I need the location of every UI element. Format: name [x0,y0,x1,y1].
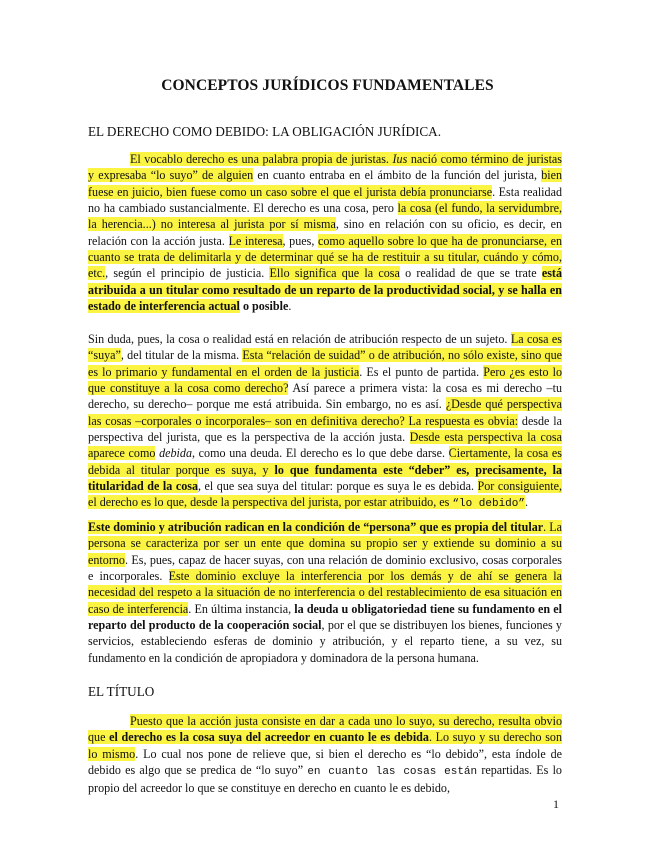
text-run: o realidad de que se trate [405,266,537,281]
highlight: como aquello sobre lo que ha de pronunciarse, en cuanto se trata de delimitarla y de determinar qué se ha de restituir a su titular, cuándo y cómo, etc. [88,233,562,281]
section-heading-derecho-como-debido: EL DERECHO COMO DEBIDO: LA OBLIGACIÓN JURÍDICA. [88,124,441,139]
text-run: Puesto que la acción justa consiste en dar a cada uno lo suyo, su derecho, resulta obvio que [88,714,562,745]
section-heading-el-titulo: EL TÍTULO [88,684,155,699]
text-run: . [525,495,529,510]
bold-text: lo que fundamenta este “deber” es, precisamente, la titularidad de la cosa [88,462,562,494]
text-run: . [288,299,292,314]
italic-term-ius: Ius [392,152,408,166]
text-run: . Lo suyo y su derecho son lo mismo [88,730,563,761]
highlight: Esta “relación de suidad” o de atribución, no sólo existe, sino que es lo primario y fundamental en el orden de la justicia [88,348,562,379]
highlight: bien fuese en juicio, bien fuese como un caso sobre el que el jurista debía pronunciarse [88,168,563,199]
highlight: . La persona se caracteriza por ser un ente que domina su propio ser y extiende su dominio a su entorno [88,520,562,567]
italic-term-debida: debida [159,446,193,461]
bold-text: la deuda u obligatoriedad tiene su fundamento en el reparto del producto de la cooperación social [88,601,563,633]
text-run: , pues, [282,233,315,248]
page-number: 1 [553,797,559,811]
bold-text: Este dominio y atribución radican en la condición de “persona” que es propia del titular [88,520,544,534]
paragraph-2 [88,331,562,513]
text-run: , del titular de la misma. [120,348,240,363]
paragraph-4 [88,713,562,797]
highlight: ¿Desde qué perspectiva las cosas –corporales o incorporales– son en definitiva derecho? La respuesta es obvia: [88,397,562,428]
highlight: Le interesa [228,233,283,248]
text-run: . En última instancia, [188,601,292,616]
bold-text: el derecho es la cosa suya del acreedor en cuanto le es debida [109,730,429,745]
text-run: . Es el punto de partida. [359,364,480,379]
text-run: El vocablo derecho es una palabra propia de juristas. [130,152,389,166]
text-run: . Es, pues, capaz de hacer suyas, con una relación de dominio exclusivo, cosas corporales e incorporales. [88,552,562,584]
highlight [88,520,543,534]
text-run: desde la perspectiva del jurista, que es la perspectiva de la acción justa. [88,413,562,445]
paragraph-1 [88,151,562,314]
highlight: La cosa es “suya” [88,332,562,363]
text-run: , según el principio de justicia. [105,266,265,281]
text-run: repartidas. Es lo propio del acreedor lo que se constituye en derecho en cuanto le es debido, [88,763,562,796]
mono-text: “lo debido” [452,498,525,511]
text-run: Así parece a primera vista: la cosa es mi derecho –tu derecho, su derecho– porque me está atribuida. Sin embargo, no es así. [88,381,563,412]
highlight: Desde esta perspectiva la cosa aparece como [88,430,562,461]
bold-text: está atribuida a un titular como resultado de un reparto de la productividad social, y se halla en estado de interferencia actual [88,266,563,314]
text-run: , por el que se distribuyen los bienes, funciones y servicios, estableciendo esferas de dominio y atribución, y el reparto tiene, a su vez, su fundamento en la condición de apropiadora y dominadora de la persona humana. [88,618,562,665]
text-run: , como una deuda. El derecho es lo que debe darse. [192,446,446,461]
text-run: . Esta realidad no ha cambiado sustancialmente. El derecho es una cosa, pero [88,184,562,216]
text-run: en cuanto entraba en el ámbito de la función del jurista, [257,168,538,183]
highlight: Ello significa que la cosa [269,266,400,281]
highlight: Pero ¿es esto lo que constituye a la cosa como derecho? [88,364,562,396]
highlight: Este dominio excluye la interferencia por los demás y de ahí se genera la necesidad del respeto a la situación de no interferencia o del restablecimiento de esa situación en caso de interferencia [88,569,563,616]
text-run: Por consiguiente, el derecho es lo que, desde la perspectiva del jurista, por estar atribuido, es [88,479,562,510]
text-run: . Lo cual nos pone de relieve que, si bien el derecho es “lo debido”, esta índole de debido es algo que se predica de “lo suyo” [88,746,563,778]
mono-text: en cuanto las cosas están [307,766,478,779]
text-run: , sino en relación con su oficio, es decir, en relación con la acción justa. [88,217,562,248]
text-run: nació como término de juristas y expresaba “lo suyo” de alguien [88,152,563,183]
highlight: la cosa (el fundo, la servidumbre, la herencia...) no interesa al jurista por sí misma [88,201,562,232]
text-run: Ciertamente, la cosa es debida al titular porque es suya, y [88,446,563,477]
page-title: CONCEPTOS JURÍDICOS FUNDAMENTALES [161,77,494,94]
text-run: , el que sea suya del titular: porque es suya le es debida. [198,479,474,494]
bold-text: o posible [242,299,289,314]
paragraph-3 [88,519,562,666]
text-run: Sin duda, pues, la cosa o realidad está en relación de atribución respecto de un sujeto. [88,332,508,346]
